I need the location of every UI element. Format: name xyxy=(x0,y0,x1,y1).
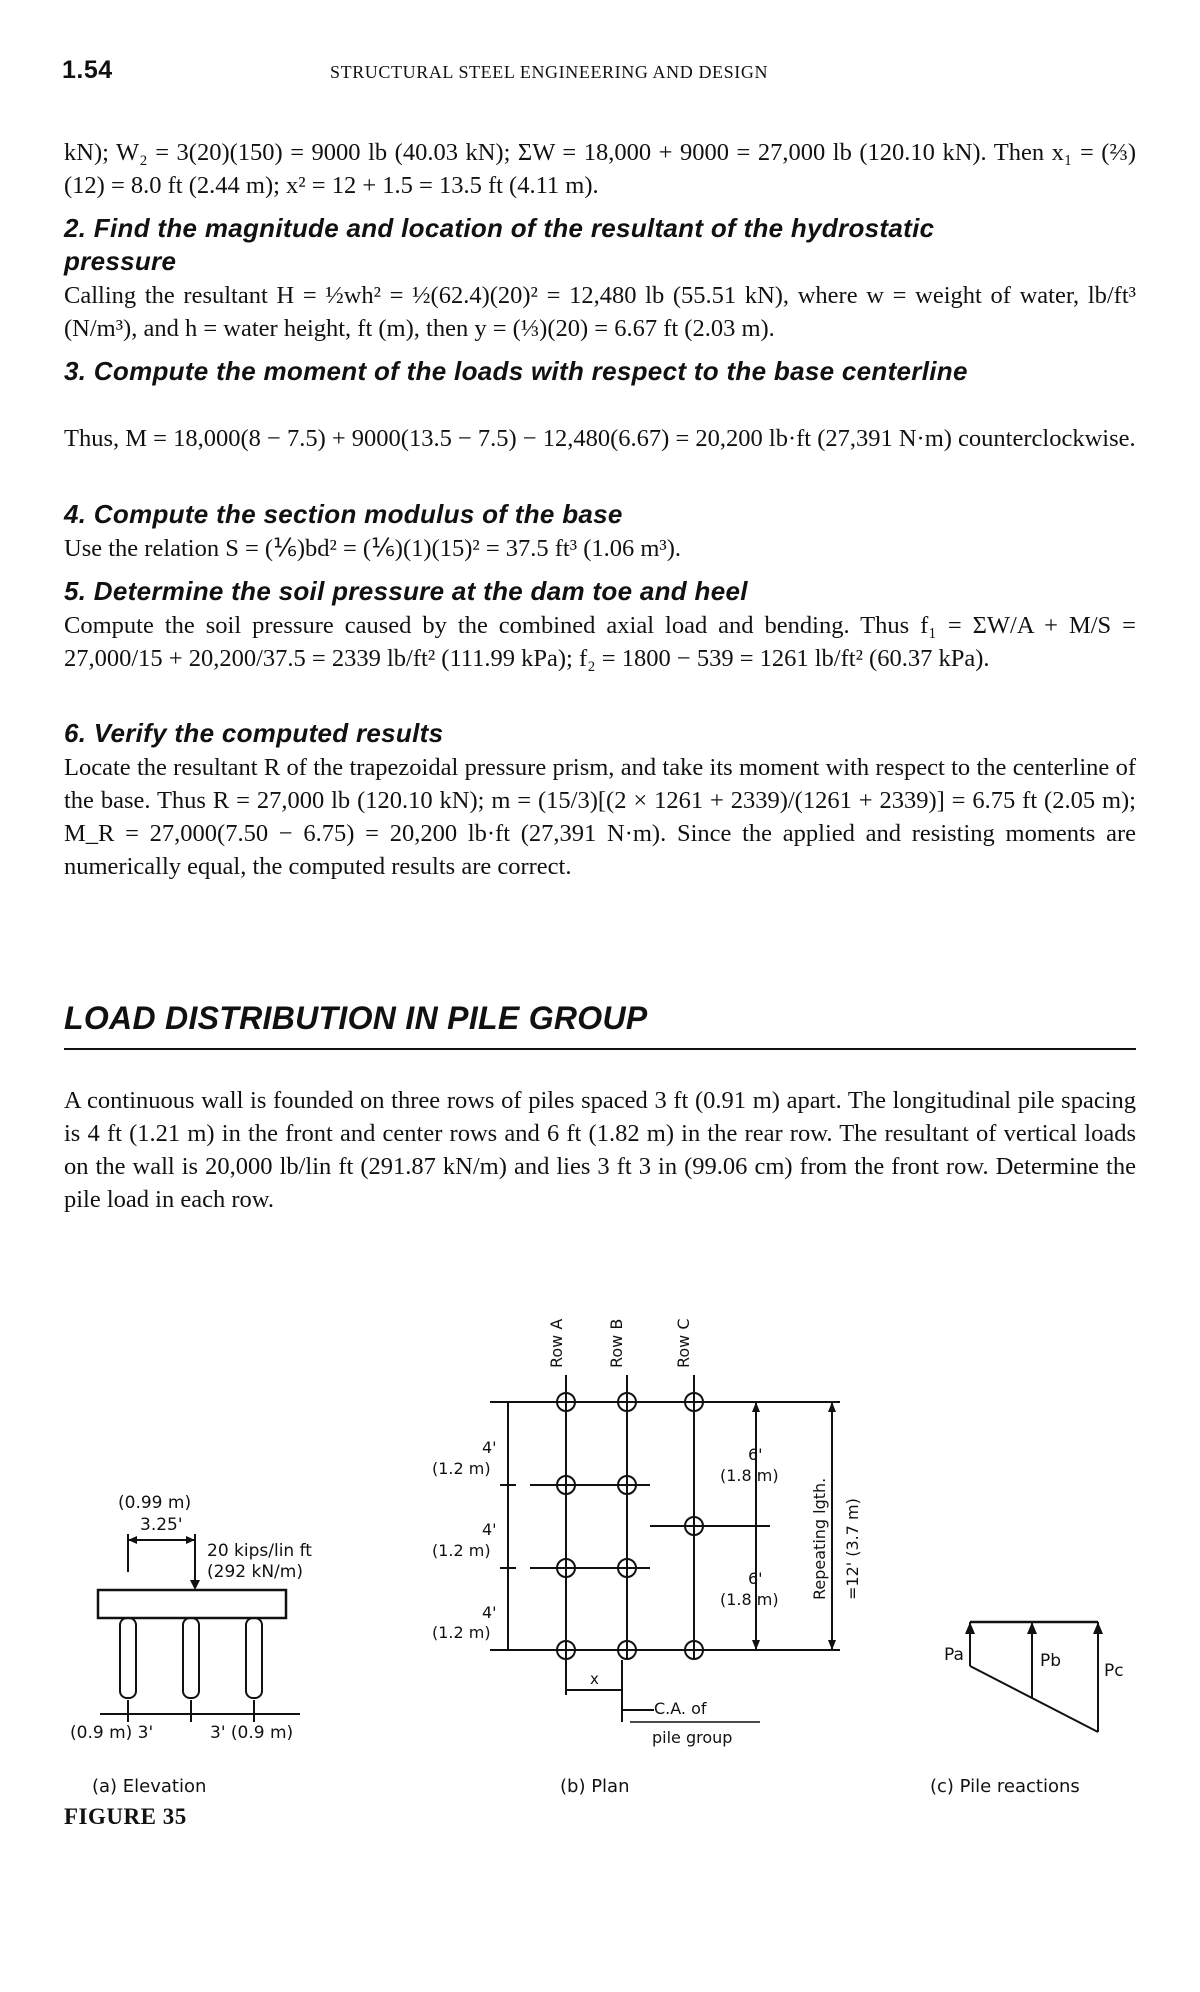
pile-marker xyxy=(685,1641,703,1659)
plan-ca-label: C.A. of xyxy=(654,1699,707,1718)
figure-caption: FIGURE 35 xyxy=(64,1804,187,1829)
plan-repeating-value: =12' (3.7 m) xyxy=(843,1498,862,1600)
running-title: STRUCTURAL STEEL ENGINEERING AND DESIGN xyxy=(330,62,769,82)
reaction-pa: Pa xyxy=(944,1645,964,1665)
elev-dim-top: 3.25' xyxy=(140,1515,183,1535)
step-5-text: Compute the soil pressure caused by the combined axial load and bending. Thus f₁ = ΣW/A + M/S = 27,000/15 + 20,200/37.5 = 2339 lb/ft² (111.99 kPa); f₂ = 1800 − 539 = 1261 lb/ft² (60.37 kPa). xyxy=(64,612,1136,672)
step-6-heading: 6. Verify the computed results xyxy=(64,718,444,748)
section-problem-text: A continuous wall is founded on three rows of piles spaced 3 ft (0.91 m) apart. The longitudinal pile spacing is 4 ft (1.21 m) in the front and center rows and 6 ft (1.82 m) in the rear row. The resultant of vertical loads on the wall is 20,000 lb/lin ft (291.87 kN/m) and lies 3 ft 3 in (99.06 cm) from the front row. Determine the pile load in each row. xyxy=(64,1087,1136,1213)
pile-marker xyxy=(557,1476,575,1494)
step-6-text: Locate the resultant R of the trapezoidal pressure prism, and take its moment with respect to the centerline of the base. Thus R = 27,000 lb (120.10 kN); m = (15/3)[(2 × 1261 + 2339)/(1261 + 2339)] = 6.75 ft (2.05 m); M_R = 27,000(7.50 − 6.75) = 20,200 lb·ft (27,391 N·m). Since the applied and resisting moments are numerically equal, the computed results are correct. xyxy=(64,754,1136,880)
step-4-heading: 4. Compute the section modulus of the base xyxy=(64,499,623,529)
step-5-heading: 5. Determine the soil pressure at the dam toe and heel xyxy=(64,576,748,606)
intro-paragraph: kN); W₂ = 3(20)(150) = 9000 lb (40.03 kN); ΣW = 18,000 + 9000 = 27,000 lb (120.10 kN). Then x₁ = (⅔)(12) = 8.0 ft (2.44 m); x² = 12 + 1.5 = 13.5 ft (4.11 m). xyxy=(64,139,1136,199)
plan-row-a-label: Row A xyxy=(547,1318,566,1368)
plan-right-dim-2-metric: (1.8 m) xyxy=(720,1590,779,1609)
pile-marker xyxy=(685,1393,703,1411)
pile-marker xyxy=(618,1641,636,1659)
pile-marker xyxy=(557,1393,575,1411)
step-3-heading: 3. Compute the moment of the loads with respect to the base centerline xyxy=(64,356,968,386)
plan-left-dim-1: 4' xyxy=(482,1438,497,1457)
plan-left-dim-2-metric: (1.2 m) xyxy=(432,1541,491,1560)
pile-marker xyxy=(685,1517,703,1535)
plan-label: (b) Plan xyxy=(560,1776,630,1797)
elev-load-label: 20 kips/lin ft xyxy=(207,1541,312,1561)
plan-right-dim-1-metric: (1.8 m) xyxy=(720,1466,779,1485)
page-number: 1.54 xyxy=(62,56,113,84)
pile-marker xyxy=(618,1476,636,1494)
reactions-label: (c) Pile reactions xyxy=(930,1776,1080,1797)
plan-right-dim-2: 6' xyxy=(748,1569,763,1588)
elev-dim-top-metric: (0.99 m) xyxy=(118,1493,192,1513)
step-4-text: Use the relation S = (⅙)bd² = (⅙)(1)(15)² = 37.5 ft³ (1.06 m³). xyxy=(64,535,682,562)
section-title: LOAD DISTRIBUTION IN PILE GROUP xyxy=(64,1000,648,1036)
plan-row-b-label: Row B xyxy=(607,1318,626,1368)
pile-marker xyxy=(618,1393,636,1411)
pile-marker xyxy=(557,1559,575,1577)
plan-repeating-length: Repeating lgth. xyxy=(810,1477,829,1600)
elev-load-metric: (292 kN/m) xyxy=(207,1562,303,1582)
pile-marker xyxy=(618,1559,636,1577)
elev-dim-right: 3' (0.9 m) xyxy=(210,1723,294,1743)
plan-row-c-label: Row C xyxy=(674,1318,693,1368)
elevation-drawing xyxy=(70,1493,312,1797)
pile-marker xyxy=(557,1641,575,1659)
plan-left-dim-1-metric: (1.2 m) xyxy=(432,1459,491,1478)
elevation-label: (a) Elevation xyxy=(92,1776,207,1797)
plan-ca-label-2: pile group xyxy=(652,1728,733,1747)
plan-left-dim-2: 4' xyxy=(482,1520,497,1539)
elev-dim-left: (0.9 m) 3' xyxy=(70,1723,154,1743)
step-2-text: Calling the resultant H = ½wh² = ½(62.4)(20)² = 12,480 lb (55.51 kN), where w = weight of water, lb/ft³ (N/m³), and h = water height, ft (m), then y = (⅓)(20) = 6.67 ft (2.03 m). xyxy=(64,282,1136,342)
plan-drawing xyxy=(432,1318,862,1797)
step-2-heading: 2. Find the magnitude and location of the resultant of the hydrostatic pressure xyxy=(64,213,935,276)
plan-x-label: x xyxy=(590,1670,599,1688)
plan-left-dim-3: 4' xyxy=(482,1603,497,1622)
reactions-drawing xyxy=(930,1622,1124,1797)
reaction-pb: Pb xyxy=(1040,1651,1062,1671)
reaction-pc: Pc xyxy=(1104,1661,1124,1681)
step-3-text: Thus, M = 18,000(8 − 7.5) + 9000(13.5 − 7.5) − 12,480(6.67) = 20,200 lb·ft (27,391 N·m) counterclockwise. xyxy=(64,425,1136,452)
plan-left-dim-3-metric: (1.2 m) xyxy=(432,1623,491,1642)
plan-right-dim-1: 6' xyxy=(748,1445,763,1464)
